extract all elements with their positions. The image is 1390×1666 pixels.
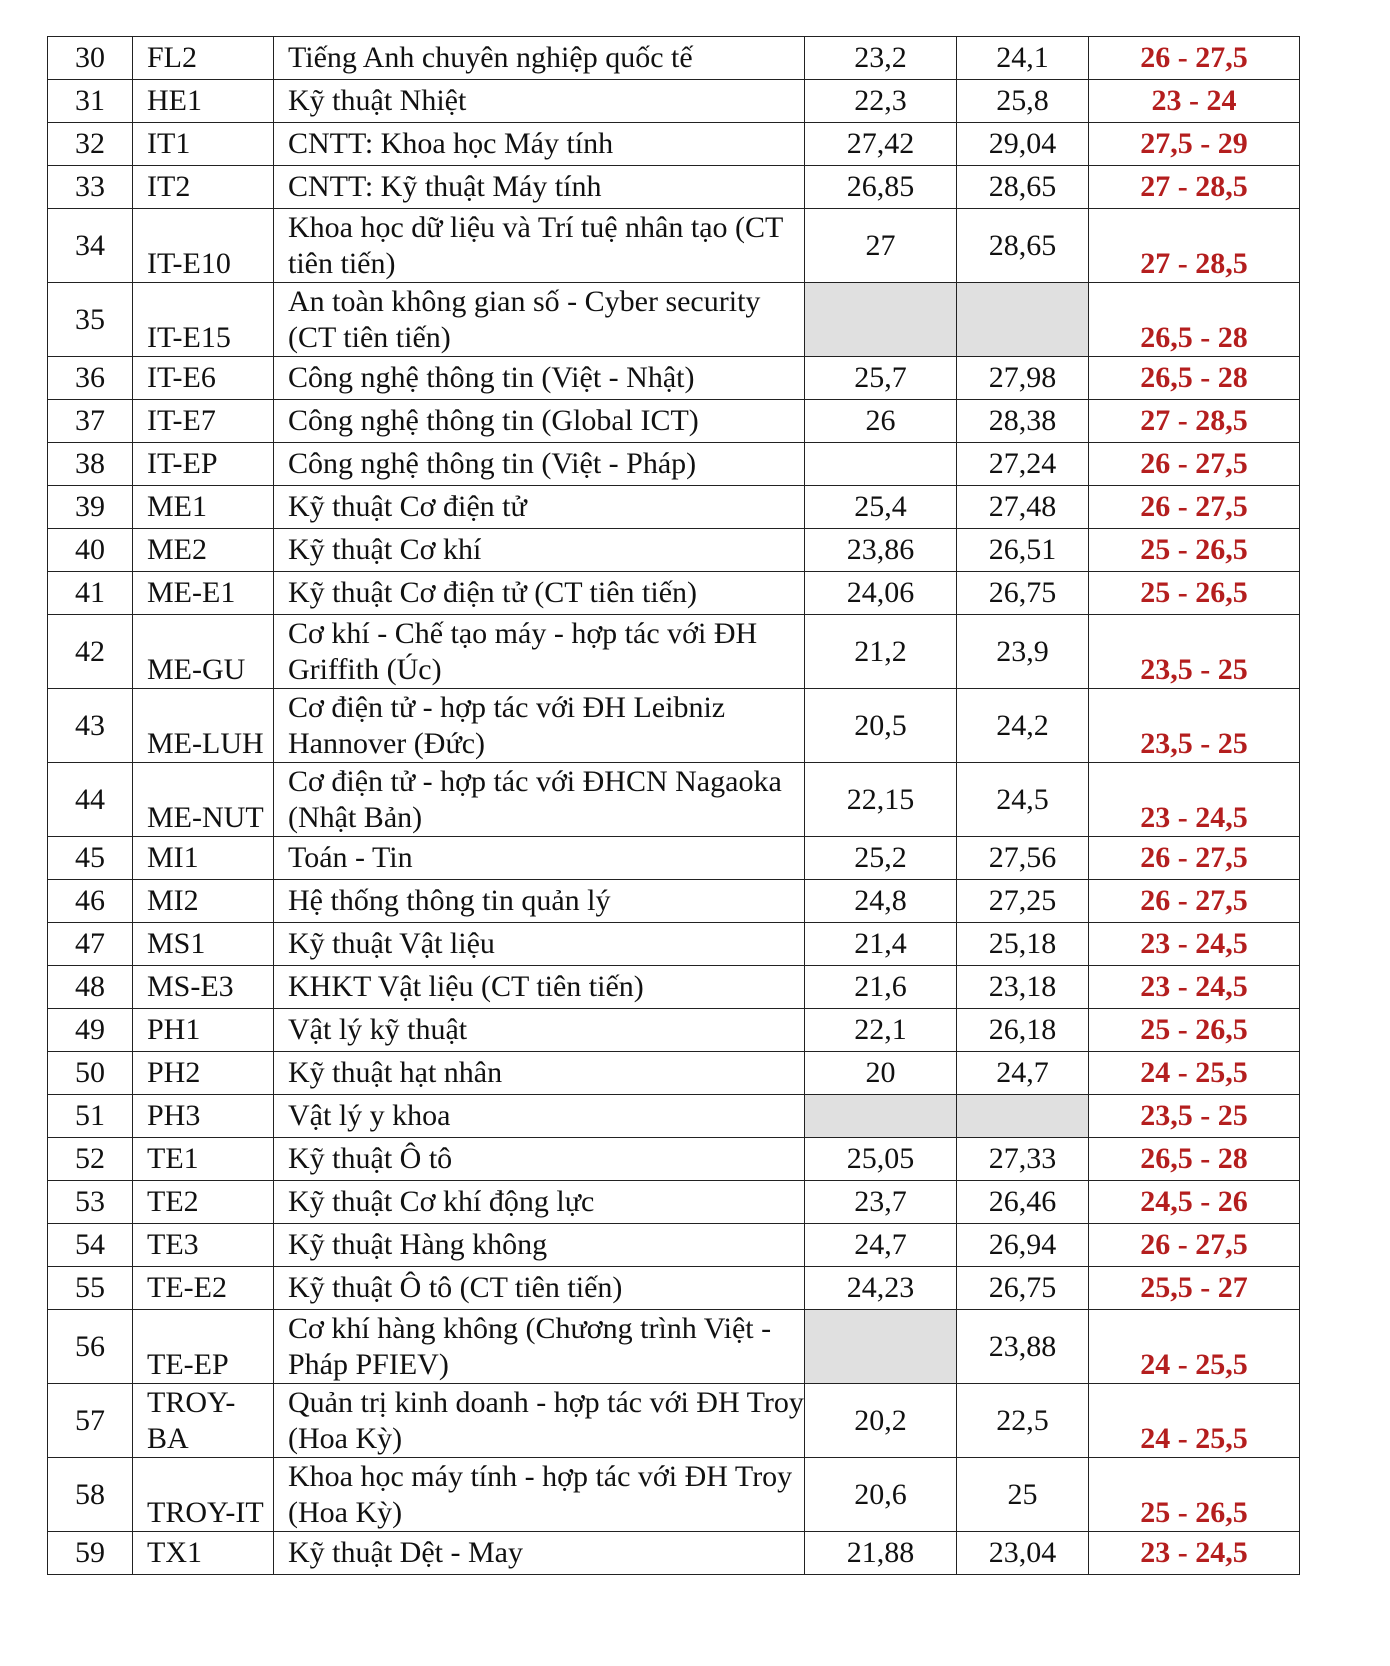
score-a: 25,7 [805,357,957,400]
program-code: ME1 [133,486,274,529]
score-a: 22,1 [805,1009,957,1052]
table-row [48,923,1300,966]
table-row [48,572,1300,615]
score-range: 24,5 - 26 [1089,1181,1300,1224]
row-number: 54 [48,1224,133,1267]
score-b: 25,8 [957,80,1089,123]
row-number: 43 [48,689,133,763]
score-range: 27 - 28,5 [1089,209,1300,283]
score-a: 24,06 [805,572,957,615]
row-number: 36 [48,357,133,400]
program-name: Kỹ thuật Hàng không [274,1224,805,1267]
score-b: 26,94 [957,1224,1089,1267]
table-row [48,123,1300,166]
program-name: Cơ điện tử - hợp tác với ĐHCN Nagaoka (Nhật Bản) [274,763,805,837]
score-range: 23,5 - 25 [1089,1095,1300,1138]
score-b: 27,25 [957,880,1089,923]
score-a: 21,4 [805,923,957,966]
score-range: 26 - 27,5 [1089,443,1300,486]
program-name: Công nghệ thông tin (Global ICT) [274,400,805,443]
score-b: 23,88 [957,1310,1089,1384]
score-a: 21,88 [805,1532,957,1575]
score-range: 26 - 27,5 [1089,1224,1300,1267]
score-a: 25,05 [805,1138,957,1181]
table-row [48,357,1300,400]
row-number: 51 [48,1095,133,1138]
table-row [48,1009,1300,1052]
program-code: PH2 [133,1052,274,1095]
score-b: 28,65 [957,166,1089,209]
score-b: 23,9 [957,615,1089,689]
table-row [48,966,1300,1009]
table-row [48,400,1300,443]
score-range: 23 - 24,5 [1089,966,1300,1009]
program-code: TE-E2 [133,1267,274,1310]
score-b [957,283,1089,357]
program-code: ME-NUT [133,763,274,837]
program-code: TE3 [133,1224,274,1267]
score-range: 23 - 24 [1089,80,1300,123]
score-a: 26 [805,400,957,443]
score-a: 20,6 [805,1458,957,1532]
row-number: 40 [48,529,133,572]
program-name: Vật lý y khoa [274,1095,805,1138]
score-range: 23 - 24,5 [1089,1532,1300,1575]
score-a [805,1095,957,1138]
program-code: IT-E10 [133,209,274,283]
table-row [48,209,1300,283]
row-number: 35 [48,283,133,357]
score-range: 24 - 25,5 [1089,1310,1300,1384]
table-row [48,486,1300,529]
program-code: IT2 [133,166,274,209]
score-b: 24,1 [957,37,1089,80]
row-number: 48 [48,966,133,1009]
score-b: 27,33 [957,1138,1089,1181]
row-number: 41 [48,572,133,615]
score-b: 27,98 [957,357,1089,400]
table-row [48,37,1300,80]
score-range: 27 - 28,5 [1089,166,1300,209]
score-a: 20,2 [805,1384,957,1458]
program-name: Kỹ thuật Cơ điện tử [274,486,805,529]
score-range: 27,5 - 29 [1089,123,1300,166]
score-range: 25 - 26,5 [1089,1458,1300,1532]
table-row [48,837,1300,880]
row-number: 31 [48,80,133,123]
program-name: Toán - Tin [274,837,805,880]
row-number: 37 [48,400,133,443]
program-code: MI2 [133,880,274,923]
program-code: ME-GU [133,615,274,689]
program-name: Kỹ thuật hạt nhân [274,1052,805,1095]
program-name: Kỹ thuật Ô tô [274,1138,805,1181]
program-code: MI1 [133,837,274,880]
score-range: 26 - 27,5 [1089,880,1300,923]
program-code: TROY-BA [133,1384,274,1458]
table-row [48,1267,1300,1310]
table-row [48,80,1300,123]
score-a: 20,5 [805,689,957,763]
program-name: Công nghệ thông tin (Việt - Pháp) [274,443,805,486]
program-name: Kỹ thuật Ô tô (CT tiên tiến) [274,1267,805,1310]
program-code: PH1 [133,1009,274,1052]
program-name: Hệ thống thông tin quản lý [274,880,805,923]
score-range: 26 - 27,5 [1089,37,1300,80]
row-number: 42 [48,615,133,689]
row-number: 32 [48,123,133,166]
program-code: TROY-IT [133,1458,274,1532]
program-name: Cơ khí - Chế tạo máy - hợp tác với ĐH Griffith (Úc) [274,615,805,689]
row-number: 50 [48,1052,133,1095]
table-row [48,615,1300,689]
score-a: 23,2 [805,37,957,80]
score-b: 24,2 [957,689,1089,763]
program-name: KHKT Vật liệu (CT tiên tiến) [274,966,805,1009]
score-table [47,36,1300,1575]
score-a: 27,42 [805,123,957,166]
score-range: 23,5 - 25 [1089,689,1300,763]
program-code: FL2 [133,37,274,80]
row-number: 56 [48,1310,133,1384]
score-b: 27,24 [957,443,1089,486]
program-code: MS-E3 [133,966,274,1009]
score-b [957,1095,1089,1138]
row-number: 47 [48,923,133,966]
score-b: 25 [957,1458,1089,1532]
table-row [48,283,1300,357]
score-b: 26,75 [957,1267,1089,1310]
program-name: CNTT: Khoa học Máy tính [274,123,805,166]
program-code: IT-E7 [133,400,274,443]
program-name: Quản trị kinh doanh - hợp tác với ĐH Troy (Hoa Kỳ) [274,1384,805,1458]
score-b: 23,04 [957,1532,1089,1575]
score-b: 26,18 [957,1009,1089,1052]
score-a: 25,2 [805,837,957,880]
score-range: 23 - 24,5 [1089,923,1300,966]
program-code: ME-LUH [133,689,274,763]
score-a [805,283,957,357]
program-code: IT-EP [133,443,274,486]
program-code: IT-E6 [133,357,274,400]
score-a: 21,6 [805,966,957,1009]
score-range: 24 - 25,5 [1089,1052,1300,1095]
score-a: 24,7 [805,1224,957,1267]
score-b: 23,18 [957,966,1089,1009]
program-code: PH3 [133,1095,274,1138]
score-range: 26,5 - 28 [1089,357,1300,400]
score-range: 26,5 - 28 [1089,283,1300,357]
row-number: 53 [48,1181,133,1224]
score-a: 22,15 [805,763,957,837]
score-b: 27,56 [957,837,1089,880]
table-row [48,529,1300,572]
score-range: 25 - 26,5 [1089,572,1300,615]
score-a: 20 [805,1052,957,1095]
score-range: 24 - 25,5 [1089,1384,1300,1458]
score-b: 22,5 [957,1384,1089,1458]
score-a: 24,23 [805,1267,957,1310]
row-number: 45 [48,837,133,880]
table-row [48,1384,1300,1458]
table-row [48,1181,1300,1224]
program-name: Kỹ thuật Cơ khí [274,529,805,572]
score-range: 27 - 28,5 [1089,400,1300,443]
program-code: TX1 [133,1532,274,1575]
row-number: 58 [48,1458,133,1532]
table-row [48,1095,1300,1138]
program-name: Kỹ thuật Cơ khí động lực [274,1181,805,1224]
program-name: Kỹ thuật Dệt - May [274,1532,805,1575]
score-b: 25,18 [957,923,1089,966]
score-b: 29,04 [957,123,1089,166]
program-name: Cơ điện tử - hợp tác với ĐH Leibniz Hannover (Đức) [274,689,805,763]
score-b: 28,38 [957,400,1089,443]
table-row [48,1310,1300,1384]
program-code: ME-E1 [133,572,274,615]
program-code: HE1 [133,80,274,123]
score-a: 23,86 [805,529,957,572]
score-a: 26,85 [805,166,957,209]
program-name: Khoa học máy tính - hợp tác với ĐH Troy (Hoa Kỳ) [274,1458,805,1532]
score-b: 26,51 [957,529,1089,572]
row-number: 39 [48,486,133,529]
score-range: 26,5 - 28 [1089,1138,1300,1181]
table-row [48,763,1300,837]
score-a [805,443,957,486]
program-name: Tiếng Anh chuyên nghiệp quốc tế [274,37,805,80]
row-number: 57 [48,1384,133,1458]
table-row [48,880,1300,923]
score-range: 25 - 26,5 [1089,1009,1300,1052]
score-b: 26,75 [957,572,1089,615]
program-name: Khoa học dữ liệu và Trí tuệ nhân tạo (CT tiên tiến) [274,209,805,283]
table-row [48,443,1300,486]
score-b: 27,48 [957,486,1089,529]
score-a: 21,2 [805,615,957,689]
table-row [48,1052,1300,1095]
score-a: 23,7 [805,1181,957,1224]
table-row [48,166,1300,209]
table-row [48,1224,1300,1267]
score-a: 24,8 [805,880,957,923]
row-number: 33 [48,166,133,209]
score-b: 26,46 [957,1181,1089,1224]
program-name: Công nghệ thông tin (Việt - Nhật) [274,357,805,400]
program-name: Kỹ thuật Cơ điện tử (CT tiên tiến) [274,572,805,615]
program-name: Vật lý kỹ thuật [274,1009,805,1052]
score-b: 24,7 [957,1052,1089,1095]
row-number: 44 [48,763,133,837]
row-number: 52 [48,1138,133,1181]
table-row [48,689,1300,763]
row-number: 46 [48,880,133,923]
table-row [48,1458,1300,1532]
program-code: IT1 [133,123,274,166]
score-range: 25 - 26,5 [1089,529,1300,572]
row-number: 55 [48,1267,133,1310]
score-range: 25,5 - 27 [1089,1267,1300,1310]
score-range: 23 - 24,5 [1089,763,1300,837]
row-number: 49 [48,1009,133,1052]
program-name: An toàn không gian số - Cyber security (CT tiên tiến) [274,283,805,357]
row-number: 34 [48,209,133,283]
score-b: 24,5 [957,763,1089,837]
score-a: 22,3 [805,80,957,123]
program-code: TE-EP [133,1310,274,1384]
program-name: CNTT: Kỹ thuật Máy tính [274,166,805,209]
score-range: 26 - 27,5 [1089,837,1300,880]
score-a: 25,4 [805,486,957,529]
program-name: Kỹ thuật Nhiệt [274,80,805,123]
row-number: 30 [48,37,133,80]
program-code: TE1 [133,1138,274,1181]
row-number: 59 [48,1532,133,1575]
program-code: TE2 [133,1181,274,1224]
program-name: Kỹ thuật Vật liệu [274,923,805,966]
row-number: 38 [48,443,133,486]
table-row [48,1138,1300,1181]
score-a [805,1310,957,1384]
program-code: ME2 [133,529,274,572]
table-row [48,1532,1300,1575]
score-range: 23,5 - 25 [1089,615,1300,689]
score-a: 27 [805,209,957,283]
score-range: 26 - 27,5 [1089,486,1300,529]
program-code: MS1 [133,923,274,966]
program-name: Cơ khí hàng không (Chương trình Việt - Pháp PFIEV) [274,1310,805,1384]
score-b: 28,65 [957,209,1089,283]
program-code: IT-E15 [133,283,274,357]
